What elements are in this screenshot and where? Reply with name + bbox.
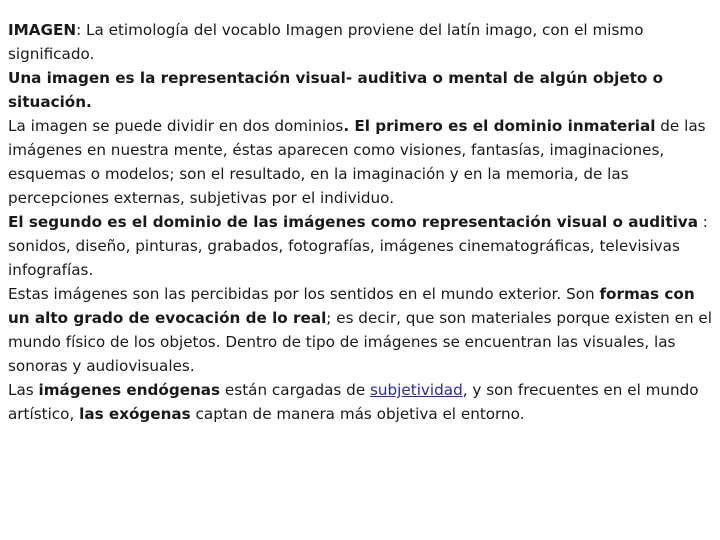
text-run: : La etimología del vocablo Imagen proviene del latín imago, con el mismo [76,21,644,39]
text-line [8,18,720,42]
text-line [8,306,720,330]
text-line [8,258,720,282]
text-line [8,234,720,258]
text-line [8,282,720,306]
text-run: : [697,213,708,231]
bold-text-run: formas con [599,285,695,303]
text-run: , y son frecuentes en el mundo [462,381,699,399]
text-line [8,210,720,234]
text-run: ; es decir, que son materiales porque existen en el [326,309,712,327]
bold-text-run: El segundo es el dominio de las imágenes como representación visual o auditiva [8,213,698,231]
text-run: significado. [8,45,95,63]
text-run: sonidos, diseño, pinturas, grabados, fotografías, imágenes cinematográficas, televisivas [8,237,680,255]
text-run: Estas imágenes son las percibidas por los sentidos en el mundo exterior. Son [8,285,600,303]
text-line [8,90,720,114]
text-line [8,114,720,138]
text-run: La imagen se puede dividir en dos dominios [8,117,344,135]
body-text [8,18,720,426]
bold-text-run: las exógenas [79,405,191,423]
text-line [8,162,720,186]
text-run: captan de manera más objetiva el entorno. [190,405,525,423]
text-line [8,402,720,426]
text-run: imágenes en nuestra mente, éstas aparecen como visiones, fantasías, imaginaciones, [8,141,665,159]
text-run: de las [655,117,706,135]
text-line [8,186,720,210]
text-run: artístico, [8,405,80,423]
bold-text-run: Una imagen es la representación visual- auditiva o mental de algún objeto o [8,69,664,87]
text-run: mundo físico de los objetos. Dentro de tipo de imágenes se encuentran las visuales, las [8,333,676,351]
bold-text-run: situación. [8,93,92,111]
bold-text-run: un alto grado de evocación de lo real [8,309,327,327]
subjetividad-link[interactable]: subjetividad [370,381,463,399]
text-line [8,330,720,354]
text-line [8,138,720,162]
text-run: percepciones externas, subjetivas por el individuo. [8,189,395,207]
text-line [8,42,720,66]
bold-text-run: IMAGEN [8,21,77,39]
text-line [8,354,720,378]
text-line [8,66,720,90]
text-run: están cargadas de [220,381,370,399]
bold-text-run: imágenes endógenas [38,381,221,399]
bold-text-run: . El primero es el dominio inmaterial [343,117,656,135]
text-run: Las [8,381,39,399]
text-line [8,378,720,402]
text-run: sonoras y audiovisuales. [8,357,195,375]
text-run: infografías. [8,261,94,279]
text-run: esquemas o modelos; son el resultado, en la imaginación y en la memoria, de las [8,165,629,183]
